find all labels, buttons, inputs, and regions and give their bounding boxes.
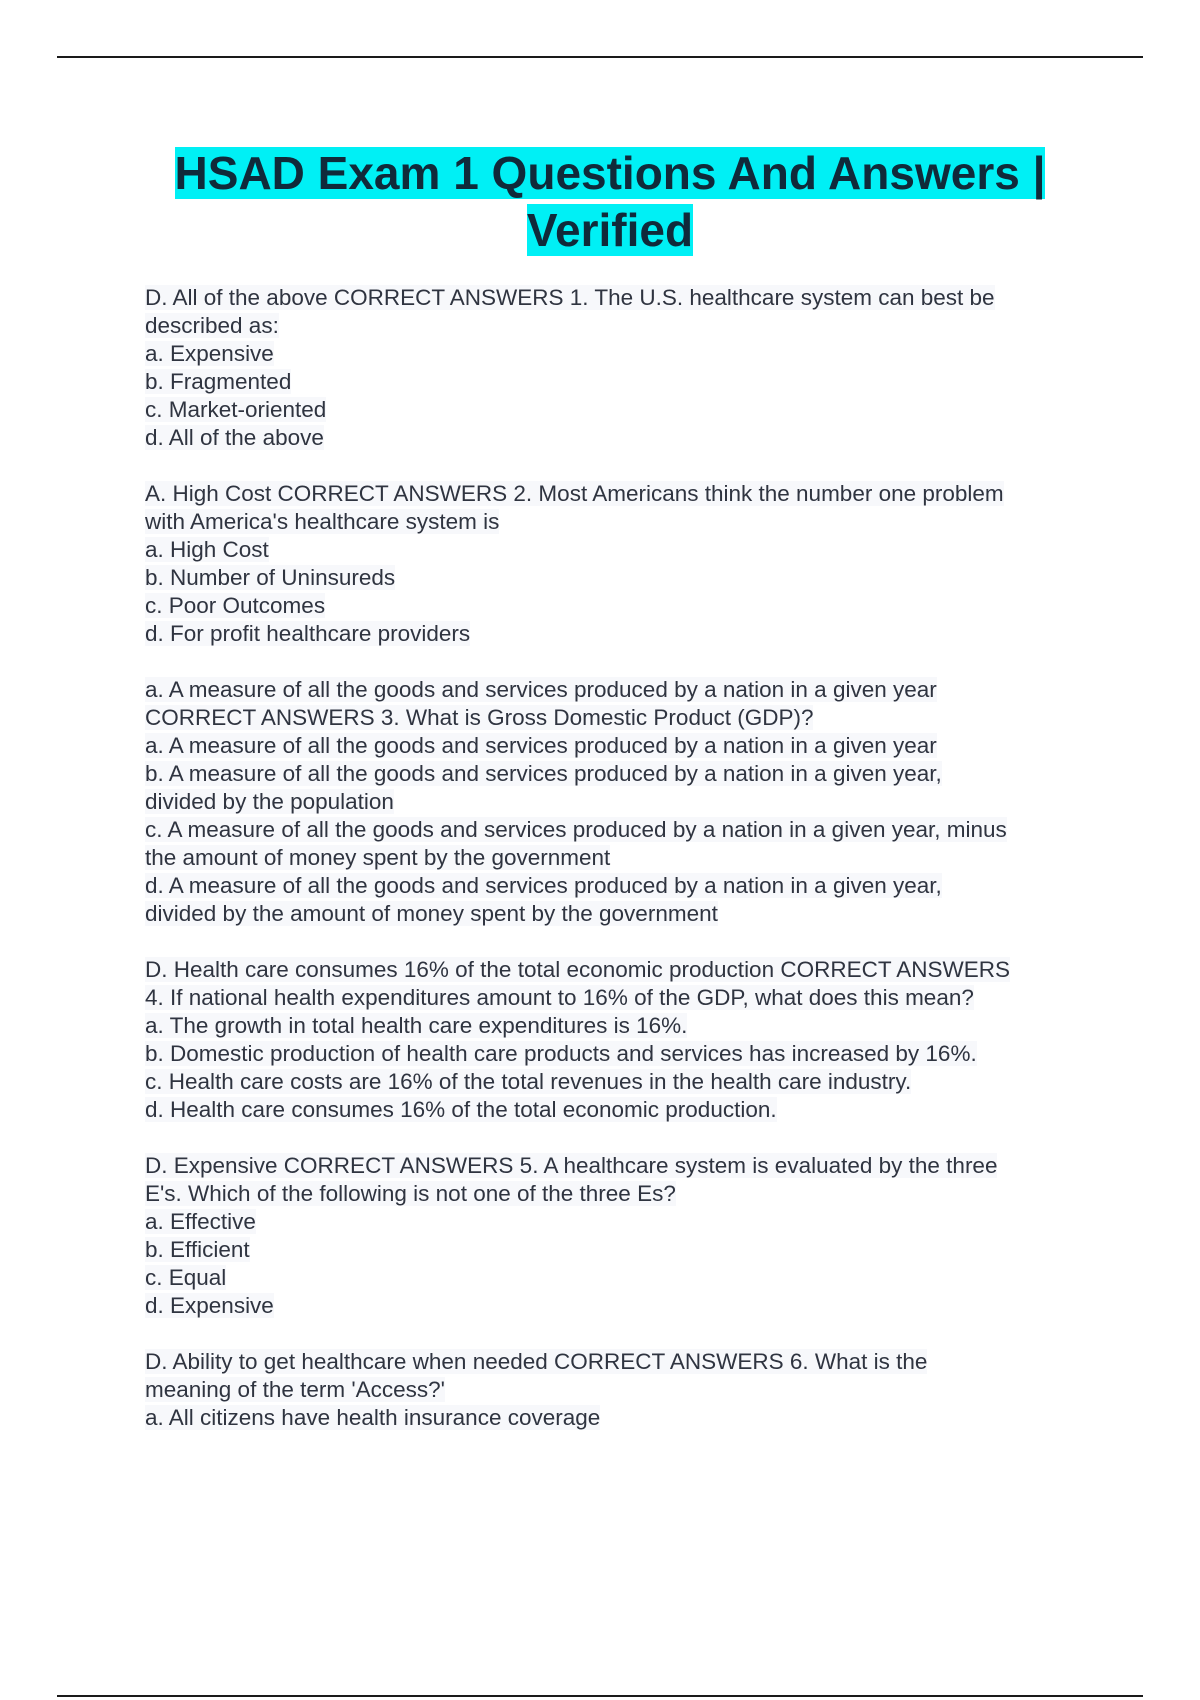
title-line-1: HSAD Exam 1 Questions And Answers | — [174, 147, 1046, 199]
option-d: d. For profit healthcare providers — [145, 621, 471, 646]
option-a: a. Expensive — [145, 341, 274, 366]
option-d: d. Expensive — [145, 1293, 274, 1318]
title-line-2: Verified — [526, 204, 694, 256]
option-c: c. Equal — [145, 1265, 227, 1290]
option-b: b. A measure of all the goods and services produced by a nation in a given year, — [145, 761, 942, 786]
document-body — [145, 284, 1080, 1460]
option-c: c. Health care costs are 16% of the total revenues in the health care industry. — [145, 1069, 912, 1094]
document-title — [145, 145, 1075, 259]
footer-rule — [57, 1695, 1143, 1697]
qa-block-1 — [145, 284, 1080, 452]
option-c: c. Poor Outcomes — [145, 593, 326, 618]
option-c-cont: the amount of money spent by the government — [145, 845, 611, 870]
option-b: b. Domestic production of health care products and services has increased by 16%. — [145, 1041, 977, 1066]
option-b: b. Efficient — [145, 1237, 250, 1262]
header-rule — [57, 56, 1143, 58]
option-c: c. Market-oriented — [145, 397, 327, 422]
text-line: described as: — [145, 313, 279, 338]
qa-block-5 — [145, 1152, 1080, 1320]
text-line: A. High Cost CORRECT ANSWERS 2. Most Americans think the number one problem — [145, 481, 1004, 506]
option-d: d. All of the above — [145, 425, 324, 450]
text-line: CORRECT ANSWERS 3. What is Gross Domestic Product (GDP)? — [145, 705, 814, 730]
text-line: with America's healthcare system is — [145, 509, 500, 534]
option-c: c. A measure of all the goods and services produced by a nation in a given year, minus — [145, 817, 1007, 842]
option-a: a. A measure of all the goods and services produced by a nation in a given year — [145, 733, 937, 758]
option-a: a. All citizens have health insurance coverage — [145, 1405, 601, 1430]
option-b: b. Number of Uninsureds — [145, 565, 396, 590]
qa-block-3 — [145, 676, 1080, 928]
text-line: D. Health care consumes 16% of the total economic production CORRECT ANSWERS — [145, 957, 1010, 982]
text-line: meaning of the term 'Access?' — [145, 1377, 445, 1402]
text-line: a. A measure of all the goods and services produced by a nation in a given year — [145, 677, 937, 702]
option-d: d. Health care consumes 16% of the total economic production. — [145, 1097, 777, 1122]
text-line: E's. Which of the following is not one of the three Es? — [145, 1181, 676, 1206]
option-a: a. The growth in total health care expenditures is 16%. — [145, 1013, 688, 1038]
qa-block-4 — [145, 956, 1080, 1124]
option-b-cont: divided by the population — [145, 789, 394, 814]
option-d-cont: divided by the amount of money spent by the government — [145, 901, 718, 926]
option-d: d. A measure of all the goods and services produced by a nation in a given year, — [145, 873, 942, 898]
text-line: D. Ability to get healthcare when needed CORRECT ANSWERS 6. What is the — [145, 1349, 928, 1374]
qa-block-2 — [145, 480, 1080, 648]
option-a: a. Effective — [145, 1209, 256, 1234]
text-line: D. Expensive CORRECT ANSWERS 5. A healthcare system is evaluated by the three — [145, 1153, 998, 1178]
qa-block-6 — [145, 1348, 1080, 1432]
option-a: a. High Cost — [145, 537, 269, 562]
text-line: 4. If national health expenditures amount to 16% of the GDP, what does this mean? — [145, 985, 974, 1010]
text-line: D. All of the above CORRECT ANSWERS 1. The U.S. healthcare system can best be — [145, 285, 995, 310]
option-b: b. Fragmented — [145, 369, 292, 394]
